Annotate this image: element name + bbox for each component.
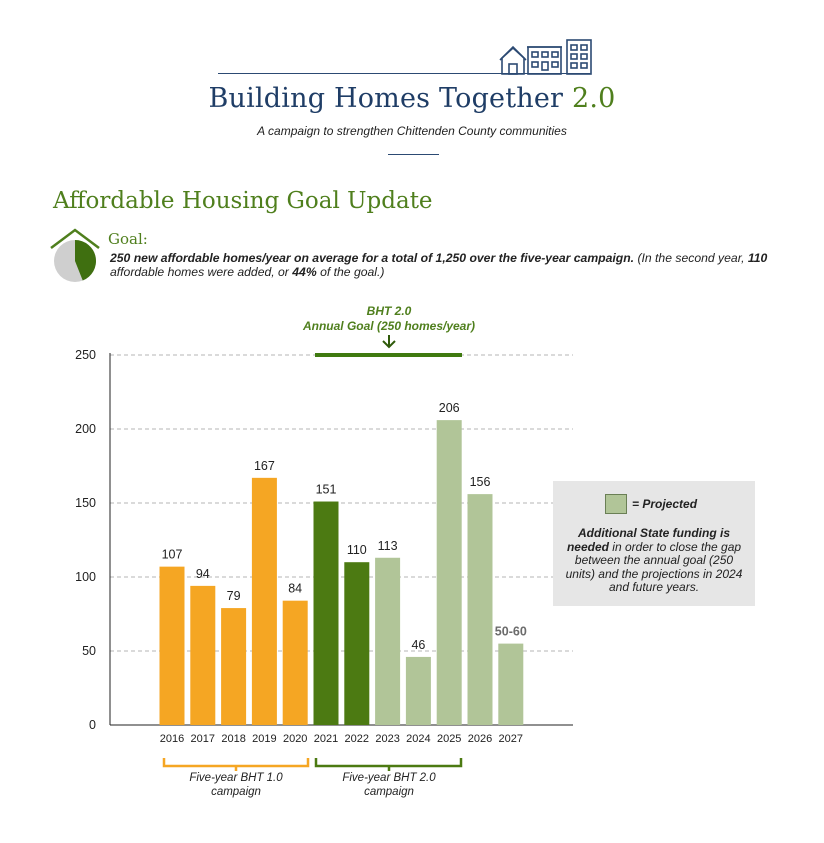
goal-note-a: (In the second year, (637, 251, 745, 265)
legend-note (559, 527, 749, 595)
data-label-2027: 50-60 (494, 624, 527, 639)
bar-2019 (252, 478, 277, 725)
goal-annotation-line2: Annual Goal (250 homes/year) (302, 319, 476, 333)
section-title: Affordable Housing Goal Update (53, 188, 433, 214)
data-label-2026: 156 (469, 475, 491, 490)
x-tick-label: 2022 (344, 733, 370, 745)
bht1-bracket-label-1: Five-year BHT 1.0 (189, 772, 283, 784)
bar-2023 (375, 558, 400, 725)
y-tick-label: 150 (75, 496, 96, 510)
x-tick-label: 2018 (221, 733, 246, 745)
bht2-bracket-label-1: Five-year BHT 2.0 (342, 772, 436, 784)
legend-projected-label: = Projected (632, 497, 698, 511)
bar-2017 (190, 586, 215, 725)
bar-2024 (406, 657, 431, 725)
page-title-main: Building Homes Together (208, 83, 564, 114)
data-label-2017: 94 (195, 566, 210, 581)
data-label-2023: 113 (377, 538, 398, 553)
y-tick-label: 50 (82, 644, 96, 658)
bar-2025 (437, 420, 462, 725)
goal-annotation-line1: BHT 2.0 (366, 304, 412, 318)
x-tick-label: 2021 (313, 733, 339, 745)
bht1-bracket (164, 758, 308, 771)
bht1-bracket-label-2: campaign (211, 786, 261, 798)
goal-note-c: affordable homes were added, or (110, 265, 289, 279)
bar-2020 (283, 601, 308, 725)
legend-box (553, 481, 755, 606)
y-tick-label: 250 (75, 348, 96, 362)
bar-2022 (344, 562, 369, 725)
bht2-bracket (316, 758, 461, 771)
data-label-2024: 46 (411, 637, 426, 652)
y-tick-label: 200 (75, 422, 96, 436)
y-tick-label: 100 (75, 570, 96, 584)
page-subtitle: A campaign to strengthen Chittenden County communities (257, 124, 567, 138)
goal-note-b: 110 (747, 251, 768, 265)
legend-projected-swatch (605, 494, 627, 514)
goal-arrow-icon (383, 335, 395, 347)
legend-projected (605, 494, 697, 514)
bar-2021 (314, 502, 339, 725)
data-label-2025: 206 (438, 401, 460, 416)
x-tick-label: 2016 (159, 733, 185, 745)
bht2-bracket-label-2: campaign (364, 786, 414, 798)
goal-note-e: of the goal.) (320, 265, 385, 279)
x-tick-label: 2024 (406, 733, 431, 745)
bar-2026 (468, 494, 493, 725)
goal-lead: 250 new affordable homes/year on average for a total of 1,250 over the five-year campaign. (110, 251, 635, 265)
x-tick-label: 2020 (282, 733, 308, 745)
x-tick-label: 2017 (190, 733, 216, 745)
goal-note-d: 44% (292, 265, 317, 279)
data-label-2018: 79 (226, 589, 241, 604)
data-label-2021: 151 (315, 482, 337, 497)
data-label-2022: 110 (346, 543, 367, 558)
x-tick-label: 2023 (375, 733, 400, 745)
x-tick-label: 2026 (467, 733, 493, 745)
goal-label: Goal: (108, 230, 148, 248)
x-tick-label: 2027 (498, 733, 524, 745)
legend-note-rest: in order to close the gap between the annual goal (250 units) and the projections in 2024 and future years. (565, 539, 743, 594)
x-tick-label: 2025 (436, 733, 462, 745)
x-tick-label: 2019 (252, 733, 277, 745)
bar-2018 (221, 608, 246, 725)
bar-2016 (160, 567, 185, 725)
data-label-2016: 107 (161, 547, 183, 562)
legend-note-bold: Additional State funding is needed (566, 526, 730, 554)
data-label-2020: 84 (288, 581, 303, 596)
y-tick-label: 0 (89, 718, 96, 732)
bar-2027 (498, 644, 523, 725)
page-title-version: 2.0 (571, 83, 616, 114)
data-label-2019: 167 (253, 458, 275, 473)
